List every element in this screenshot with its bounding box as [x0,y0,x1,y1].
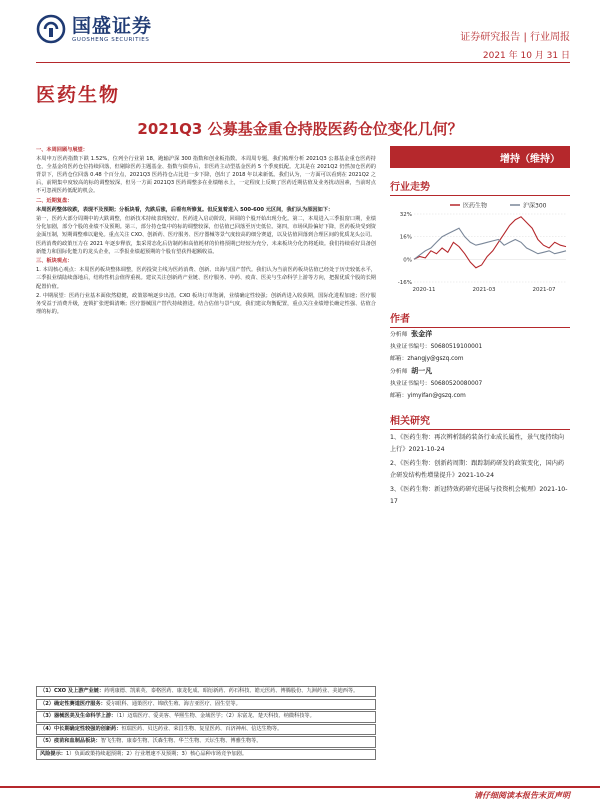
analyst-name: 张金洋 [411,330,433,338]
legend-label: 沪深300 [523,202,547,210]
y-tick-label: 16% [399,234,412,241]
recommendation-box: （1）CXO 及上游产业链：药明康德、凯莱英、泰格医药、康龙化成、昭衍新药、药石科技、皓元医药、博腾股份、九洲药业、美迪西等。 [36,686,376,697]
risk-warning: 风险提示：1）负面政策持续超预期；2）行业增速不及预期；3）核心品种市场竞争加剧。 [36,749,376,760]
trend-chart-svg [390,200,570,300]
sidebar [390,146,570,508]
analyst-role: 分析师 [390,369,408,375]
page-footer [0,786,600,800]
footer-disclaimer: 请仔细阅读本报告末页声明 [474,791,570,800]
y-tick-label: 0% [403,257,412,264]
analyst-license: 执业证书编号：S0680519100001 [390,344,483,350]
x-tick-label: 2020-11 [412,287,436,293]
paragraph: 2. 中期展望：医药行业基本面依然稳健，政策影响逐步出清。CXO 板块订单饱满，业绩确定性较强；创新药进入收获期，国际化进程加速；医疗服务受益于消费升级，连锁扩张逻辑清晰；医疗器械国产替代持续推进。结合估值与景气度，我们建议均衡配置，重点关注业绩增长确定性强、估值合理的标的。 [36,292,376,315]
analyst-license: 执业证书编号：S0680520080007 [390,381,483,387]
logo-text-cn: 国盛证券 [72,14,153,37]
report-date: 2021 年 10 月 31 日 [482,51,570,61]
section-heading: 一、本周回顾与展望： [36,147,88,153]
legend-label: 医药生物 [463,202,488,210]
related-heading: 相关研究 [390,412,570,430]
y-tick-label: -16% [397,280,412,286]
recommendation-box: （2）确定性赛道医疗服务：爱尔眼科、通策医疗、锦欣生殖、海吉亚医疗、固生堂等。 [36,699,376,710]
report-title: 2021Q3 公募基金重仓持股医药仓位变化几何？ [137,120,463,138]
x-tick-label: 2021-07 [532,287,556,293]
recommendation-box: （3）器械医美及生命科学上游：（1）迈瑞医疗、爱美客、华熙生物、金域医学；（2）东富龙、楚天科技、纳微科技等。 [36,711,376,722]
analyst-email[interactable]: 邮箱：yimyifan@gszq.com [390,393,466,399]
rating-badge: 增持（维持） [390,146,570,168]
analyst-role: 分析师 [390,332,408,338]
related-report-link[interactable]: 1、《医药生物：再次辨析制药装备行业成长属性，景气度持续向上行》2021-10-24 [390,434,565,453]
recommendation-box: （5）疫苗和血制品板块：智飞生物、康泰生物、沃森生物、华兰生物、天坛生物、博雅生物等。 [36,736,376,747]
header-divider [36,62,570,63]
paragraph: 1. 本周核心观点：本周医药板块整体调整，医药投资主线为医药消费、创新、出海与国产替代。我们认为当前医药板块估值已经处于历史较低水平，三季报业绩陆续落地后，结构性机会值得重视。建议关注创新药产业链、医疗服务、中药、疫苗、医美与生命科学上游等方向，把握优质个股的长期配置价值。 [36,267,376,290]
industry-name: 医药生物 [36,84,121,106]
logo-text-en: GUOSHENG SECURITIES [72,36,150,43]
analyst-block [390,328,570,402]
paragraph-lead: 本周医药整体收跌，表现不及预期；分板块看，先跌后涨，后看有所修复。但反复着进入 500-600 元区间，我们认为原因如下： [36,206,334,213]
author-heading: 作者 [390,310,570,328]
main-text [36,146,376,766]
paragraph: 医药消费的政策压力在 2021 年逐步释放，集采常态化后仿制药和高值耗材的价格预期已经较为充分，未来板块分化仍将延续。我们持续看好具备创新能力和国际化能力的龙头企业，三季报业绩超预期的个股有望获得超额收益。 [36,241,376,256]
y-tick-label: 32% [399,212,412,218]
paragraph: 本周申万医药指数下跌 1.52%，位列全行业第 18，跑输沪深 300 指数和创业板指数。本周周专题，我们梳理分析 2021Q3 公募基金重仓医药持仓，全基金的医药仓位持续回落，但剔除医药主题基金、指数与债券后，非医药主动型基金医药 5 个季度低配。尤其是在 2021Q2 仍然加仓医药的背景下，医药仓位回落 0.48 个百分点，2021Q3 医药持仓占比进一步下降，创出了 2018 年以来新低。我们认为，一方面可以看到在 2021Q2 之后，前期集中度较高的标的调整较深，但另一方面 2021Q3 医药调整多在业绩缩水上，一定程度上反映了医药近期估值及业务扰动因素，当前时点不可忽视医药低配的机会。 [36,156,376,195]
page-header [0,0,600,64]
series-line [414,228,566,259]
trend-chart [390,200,570,300]
report-type: 证券研究报告 | 行业周报 [460,32,570,43]
company-logo [36,14,152,44]
analyst-name: 胡一凡 [411,367,433,375]
logo-icon [36,14,66,44]
analyst-email[interactable]: 邮箱：zhangjy@gszq.com [390,356,464,362]
trend-heading: 行业走势 [390,178,570,196]
related-report-link[interactable]: 3、《医药生物：新冠特效药研究进展与投资机会梳理》2021-10-17 [390,486,568,505]
section-heading: 三、板块观点： [36,258,73,265]
x-tick-label: 2021-03 [472,287,496,293]
section-heading: 二、近期复盘： [36,197,73,204]
related-report-link[interactable]: 2、《医药生物：创新药周期：跟踪制药研发的政策变化，国内药企研发结构性增量提升》2021-10-24 [390,460,565,479]
paragraph: 第一，医药大部分周期中的大跌调整，但新技术持续表现较好。医药进入启动阶段，回调的个股开始出现分化。第二，本周进入三季报窗口期，业绩分化加剧，部分个股的业绩不及预期。第三，部分持仓集中的标的调整较深，但估值已回落至历史低位。第四，市场风险偏好下降，医药板块受到资金面压制，短期调整难以避免。重点关注 CXO、创新药、医疗服务、医疗器械等景气度较高的细分赛道，以及估值回落到合理区间的优质龙头公司。 [36,215,376,238]
recommendation-boxes [36,686,376,762]
recommendation-box: （4）中长期确定性较强的创新药：恒瑞医药、贝达药业、荣昌生物、复星医药、百济神州、信达生物等。 [36,724,376,735]
